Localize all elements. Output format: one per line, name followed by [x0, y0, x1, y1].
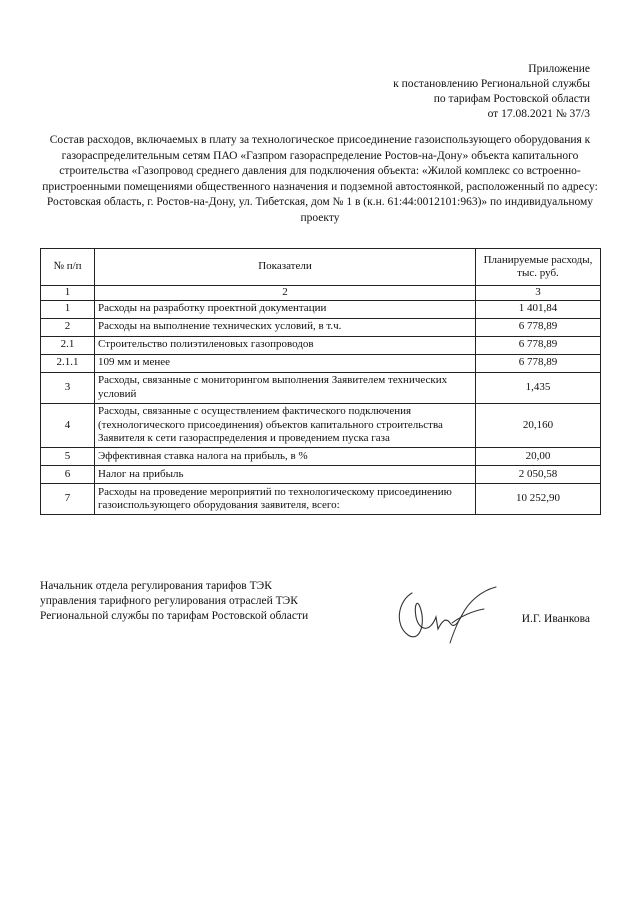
- row-number: 2.1: [41, 336, 95, 354]
- costs-table: [40, 248, 601, 515]
- row-indicator: Расходы на проведение мероприятий по технологическому присоединению газоиспользующего оборудования заявителя, всего:: [95, 484, 476, 515]
- position-line: управления тарифного регулирования отраслей ТЭК: [40, 595, 298, 607]
- row-planned-cost: 6 778,89: [476, 318, 601, 336]
- column-number: 2: [95, 286, 476, 301]
- row-planned-cost: 6 778,89: [476, 336, 601, 354]
- header-indicators: Показатели: [95, 249, 476, 286]
- row-indicator: Эффективная ставка налога на прибыль, в %: [95, 448, 476, 466]
- column-number-row: [41, 286, 601, 301]
- row-indicator: Расходы на разработку проектной документации: [95, 300, 476, 318]
- signer-name: И.Г. Иванкова: [521, 613, 590, 625]
- row-indicator: Налог на прибыль: [95, 466, 476, 484]
- column-number: 1: [41, 286, 95, 301]
- table-row: [41, 448, 601, 466]
- row-indicator: 109 мм и менее: [95, 354, 476, 372]
- annex-resolution: к постановлению Региональной службы: [393, 78, 590, 90]
- signatory-position: [40, 579, 370, 624]
- row-planned-cost: 1,435: [476, 372, 601, 403]
- row-number: 7: [41, 484, 95, 515]
- annex-header: [290, 62, 590, 122]
- document-title: Состав расходов, включаемых в плату за технологическое присоединение газоиспользующего оборудования к газораспределительным сетям ПАО «Газпром газораспределение Ростов-на-Дону» объекта капитального строительства «Газопровод среднего давления для подключения объекта: «Жилой комплекс со встроенно-пристроенными помещениями общественного назначения и подземной автостоянкой, расположенный по адресу: Ростовская область, г. Ростов-на-Дону, ул. Тибетская, дом № 1 в (к.н. 61:44:0012101:963)» по индивидуальному проекту: [42, 134, 598, 224]
- row-number: 6: [41, 466, 95, 484]
- row-number: 2.1.1: [41, 354, 95, 372]
- table-row: [41, 336, 601, 354]
- row-planned-cost: 1 401,84: [476, 300, 601, 318]
- header-num: № п/п: [41, 249, 95, 286]
- table-row: [41, 466, 601, 484]
- row-number: 4: [41, 403, 95, 448]
- annex-authority: по тарифам Ростовской области: [433, 93, 590, 105]
- row-number: 1: [41, 300, 95, 318]
- table-header-row: [41, 249, 601, 286]
- row-planned-cost: 20,160: [476, 403, 601, 448]
- table-row: [41, 484, 601, 515]
- handwritten-signature: [392, 583, 502, 645]
- table-row: [41, 318, 601, 336]
- annex-date-number: от 17.08.2021 № 37/3: [487, 108, 590, 120]
- row-indicator: Расходы на выполнение технических условий, в т.ч.: [95, 318, 476, 336]
- table-row: [41, 372, 601, 403]
- row-number: 3: [41, 372, 95, 403]
- row-planned-cost: 20,00: [476, 448, 601, 466]
- table-row: [41, 354, 601, 372]
- row-planned-cost: 6 778,89: [476, 354, 601, 372]
- row-number: 2: [41, 318, 95, 336]
- row-indicator: Расходы, связанные с мониторингом выполнения Заявителем технических условий: [95, 372, 476, 403]
- position-line: Начальник отдела регулирования тарифов ТЭК: [40, 580, 272, 592]
- row-planned-cost: 10 252,90: [476, 484, 601, 515]
- row-indicator: Строительство полиэтиленовых газопроводов: [95, 336, 476, 354]
- position-line: Региональной службы по тарифам Ростовской области: [40, 610, 309, 622]
- annex-title: Приложение: [528, 63, 590, 75]
- row-indicator: Расходы, связанные с осуществлением фактического подключения (технологического присоединения) объектов капитального строительства Заявителя к сети газораспределения и проведением пуска газа: [95, 403, 476, 448]
- row-number: 5: [41, 448, 95, 466]
- table-row: [41, 403, 601, 448]
- header-planned-costs: Планируемые расходы, тыс. руб.: [476, 249, 601, 286]
- column-number: 3: [476, 286, 601, 301]
- row-planned-cost: 2 050,58: [476, 466, 601, 484]
- table-row: [41, 300, 601, 318]
